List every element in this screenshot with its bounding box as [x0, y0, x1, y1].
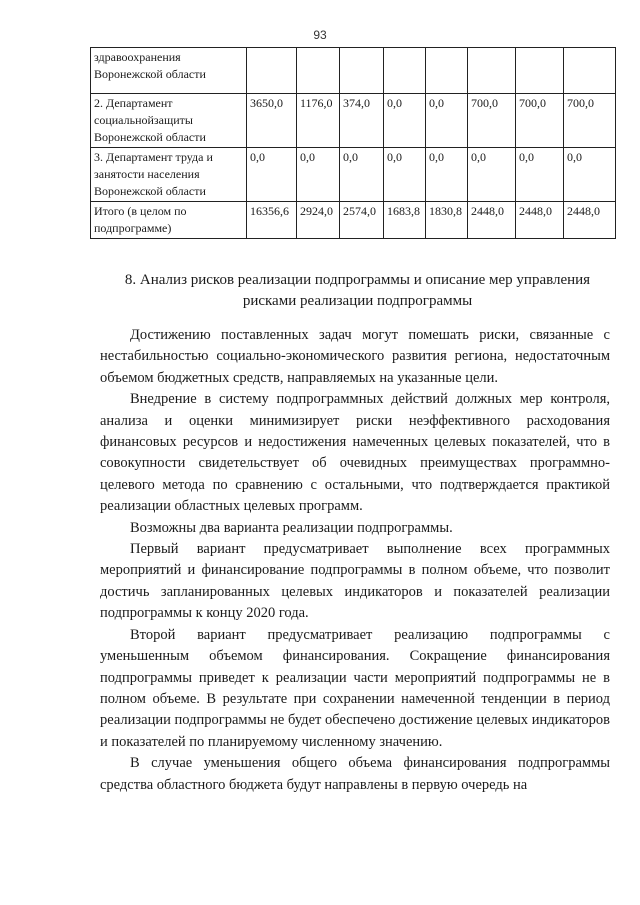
funding-table	[90, 47, 616, 239]
table-cell-value: 16356,6	[247, 202, 297, 239]
table-cell-value	[247, 48, 297, 94]
table-row	[91, 148, 616, 202]
table-row	[91, 94, 616, 148]
table-cell-value: 0,0	[247, 148, 297, 202]
table-cell-value: 2448,0	[468, 202, 516, 239]
table-cell-value: 374,0	[340, 94, 384, 148]
table-cell-value: 1176,0	[297, 94, 340, 148]
paragraph: Внедрение в систему подпрограммных действий должных мер контроля, анализа и оценки минимизирует риски неэффективного расходования финансовых ресурсов и недостижения намеченных целевых показателей, что в совокупности свидетельствует об очевидных преимуществах программно-целевого метода по сравнению с остальными, что подтверждается практикой реализации областных целевых программ.	[100, 391, 610, 515]
table-cell-value: 3650,0	[247, 94, 297, 148]
paragraph: Достижению поставленных задач могут помешать риски, связанные с нестабильностью социально-экономического развития региона, недостаточным объемом бюджетных средств, направляемых на указанные цели.	[100, 327, 610, 386]
table-cell-name: Итого (в целом по подпрограмме)	[91, 202, 247, 239]
table-row	[91, 48, 616, 94]
table-cell-value: 0,0	[516, 148, 564, 202]
paragraph: Возможны два варианта реализации подпрограммы.	[130, 519, 453, 536]
table-cell-value: 700,0	[516, 94, 564, 148]
section-heading: 8. Анализ рисков реализации подпрограммы и описание мер управления рисками реализации подпрограммы	[124, 272, 591, 309]
table-cell-value: 1830,8	[426, 202, 468, 239]
table-cell-value	[468, 48, 516, 94]
table-cell-value: 0,0	[340, 148, 384, 202]
table-cell-value: 0,0	[297, 148, 340, 202]
page-number: 93	[313, 28, 327, 42]
table-cell-value: 0,0	[384, 148, 426, 202]
table-cell-name: здравоохранения Воронежской области	[91, 48, 247, 94]
table-cell-value: 2448,0	[516, 202, 564, 239]
table-cell-value: 0,0	[564, 148, 616, 202]
table-cell-name: 2. Департамент социальнойзащиты Воронежской области	[91, 94, 247, 148]
table-cell-value	[516, 48, 564, 94]
table-cell-value: 0,0	[468, 148, 516, 202]
table-cell-value: 2574,0	[340, 202, 384, 239]
table-cell-value	[340, 48, 384, 94]
table-cell-value: 0,0	[426, 148, 468, 202]
table-cell-value: 700,0	[468, 94, 516, 148]
table-cell-value: 0,0	[426, 94, 468, 148]
table-cell-value: 2448,0	[564, 202, 616, 239]
table-cell-value	[297, 48, 340, 94]
section-body	[100, 325, 610, 796]
table-row	[91, 202, 616, 239]
table-cell-value	[426, 48, 468, 94]
table-cell-value: 2924,0	[297, 202, 340, 239]
table-cell-value: 0,0	[384, 94, 426, 148]
table-cell-name: 3. Департамент труда и занятости населения Воронежской области	[91, 148, 247, 202]
paragraph: Второй вариант предусматривает реализацию подпрограммы с уменьшенным объемом финансирования. Сокращение финансирования подпрограммы приведет к реализации части мероприятий подпрограммы не в полном объеме. В результате при сохранении намеченной тенденции в период реализации подпрограммы не будет обеспечено достижение целевых индикаторов и показателей по планируемому численному значению.	[100, 626, 610, 750]
table-cell-value	[384, 48, 426, 94]
table-cell-value	[564, 48, 616, 94]
paragraph: В случае уменьшения общего объема финансирования подпрограммы средства областного бюджета будут направлены в первую очередь на	[100, 755, 610, 793]
paragraph: Первый вариант предусматривает выполнение всех программных мероприятий и финансирование подпрограммы в полном объеме, что позволит достичь запланированных целевых индикаторов и показателей реализации подпрограммы к концу 2020 года.	[100, 541, 610, 622]
table-cell-value: 1683,8	[384, 202, 426, 239]
table-cell-value: 700,0	[564, 94, 616, 148]
